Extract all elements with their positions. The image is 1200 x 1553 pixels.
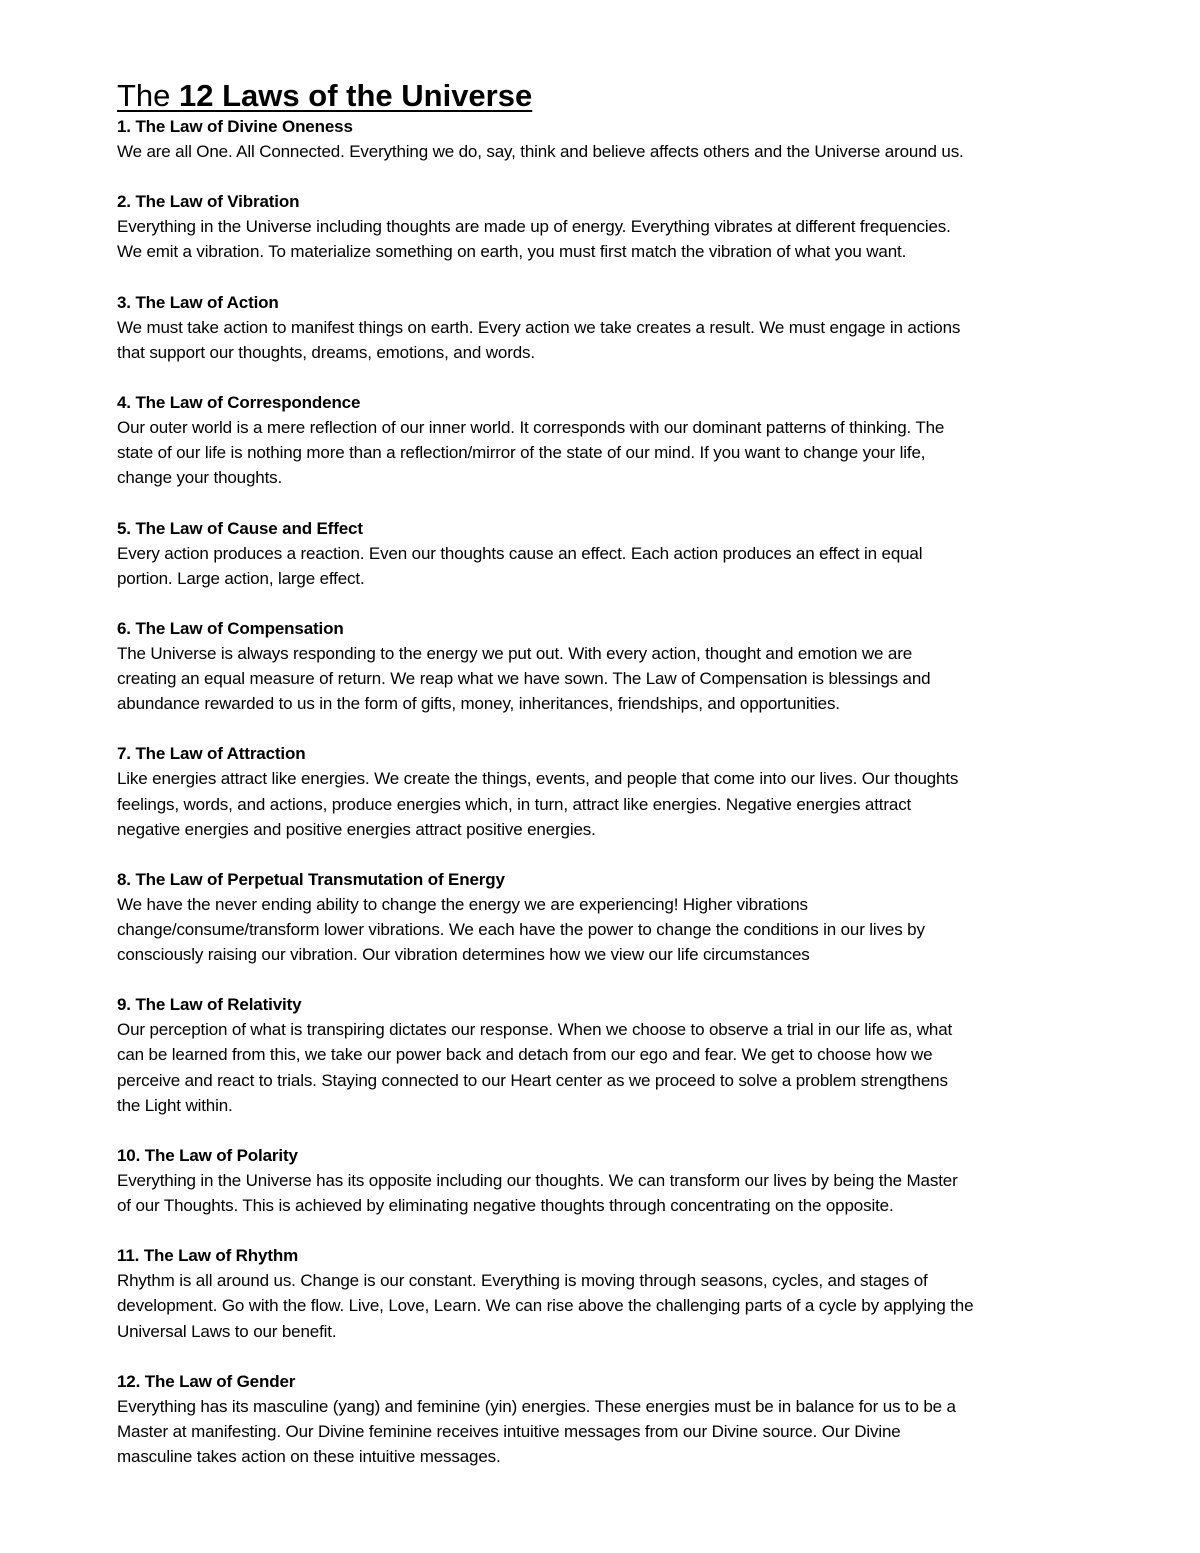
law-heading: 3. The Law of Action <box>117 292 279 312</box>
law-section <box>117 1369 973 1469</box>
law-section <box>117 390 973 490</box>
law-text-line: that support our thoughts, dreams, emotions, and words. <box>117 342 535 362</box>
law-text-line: development. Go with the flow. Live, Love, Learn. We can rise above the challenging parts of a cycle by applying the <box>117 1296 974 1316</box>
law-text-line: perceive and react to trials. Staying connected to our Heart center as we proceed to solve a problem strengthens <box>117 1070 948 1090</box>
law-heading: 11. The Law of Rhythm <box>117 1246 299 1266</box>
law-text-line: portion. Large action, large effect. <box>117 568 365 588</box>
law-text-line: The Universe is always responding to the energy we put out. With every action, thought and emotion we are <box>117 643 913 663</box>
laws-list <box>117 114 973 1469</box>
law-text-line: Our outer world is a mere reflection of our inner world. It corresponds with our dominant patterns of thinking. The <box>117 418 945 438</box>
law-text-line: Everything in the Universe has its opposite including our thoughts. We can transform our lives by being the Master <box>117 1170 958 1190</box>
law-text-line: Master at manifesting. Our Divine feminine receives intuitive messages from our Divine source. Our Divine <box>117 1421 901 1441</box>
law-text-line: We emit a vibration. To materialize something on earth, you must first match the vibration of what you want. <box>117 242 907 262</box>
document-page <box>117 78 973 1494</box>
law-text-line: Everything in the Universe including thoughts are made up of energy. Everything vibrates at different frequencies. <box>117 217 951 237</box>
law-text-line: the Light within. <box>117 1095 233 1115</box>
law-heading: 9. The Law of Relativity <box>117 995 302 1015</box>
law-section <box>117 616 973 716</box>
law-section <box>117 516 973 591</box>
law-text-line: We have the never ending ability to change the energy we are experiencing! Higher vibrations <box>117 894 808 914</box>
law-section <box>117 189 973 264</box>
law-text-line: can be learned from this, we take our power back and detach from our ego and fear. We get to choose how we <box>117 1045 933 1065</box>
law-heading: 2. The Law of Vibration <box>117 192 300 212</box>
law-heading: 1. The Law of Divine Oneness <box>117 117 353 136</box>
law-heading: 12. The Law of Gender <box>117 1371 296 1391</box>
law-text-line: Every action produces a reaction. Even our thoughts cause an effect. Each action produces an effect in equal <box>117 543 923 563</box>
law-text-line: We are all One. All Connected. Everything we do, say, think and believe affects others and the Universe around us. <box>117 142 964 162</box>
law-heading: 4. The Law of Correspondence <box>117 393 361 413</box>
law-heading: 6. The Law of Compensation <box>117 618 344 638</box>
law-heading: 8. The Law of Perpetual Transmutation of Energy <box>117 869 505 889</box>
law-section <box>117 1143 973 1218</box>
law-heading: 5. The Law of Cause and Effect <box>117 518 363 538</box>
law-text-line: Rhythm is all around us. Change is our constant. Everything is moving through seasons, cycles, and stages of <box>117 1271 928 1291</box>
law-text-line: abundance rewarded to us in the form of gifts, money, inheritances, friendships, and opportunities. <box>117 694 840 714</box>
law-text-line: Our perception of what is transpiring dictates our response. When we choose to observe a trial in our life as, what <box>117 1020 953 1040</box>
law-text-line: state of our life is nothing more than a reflection/mirror of the state of our mind. If you want to change your life, <box>117 443 926 463</box>
law-text-line: Everything has its masculine (yang) and feminine (yin) energies. These energies must be in balance for us to be a <box>117 1396 956 1416</box>
law-section <box>117 741 973 841</box>
title-bold: 12 Laws of the Universe <box>179 78 533 113</box>
law-text-line: creating an equal measure of return. We reap what we have sown. The Law of Compensation is blessings and <box>117 669 931 689</box>
law-section <box>117 114 973 164</box>
law-section <box>117 1243 973 1343</box>
law-section <box>117 867 973 967</box>
title-prefix: The <box>117 78 180 113</box>
law-text-line: Universal Laws to our benefit. <box>117 1321 337 1341</box>
law-heading: 7. The Law of Attraction <box>117 744 306 764</box>
law-text-line: of our Thoughts. This is achieved by eliminating negative thoughts through concentrating on the opposite. <box>117 1196 894 1216</box>
law-heading: 10. The Law of Polarity <box>117 1145 298 1165</box>
law-text-line: negative energies and positive energies attract positive energies. <box>117 819 596 839</box>
law-text-line: consciously raising our vibration. Our vibration determines how we view our life circumstances <box>117 945 810 965</box>
law-text-line: feelings, words, and actions, produce energies which, in turn, attract like energies. Negative energies attract <box>117 794 912 814</box>
law-section <box>117 992 973 1117</box>
law-text-line: change your thoughts. <box>117 468 283 488</box>
law-section <box>117 290 973 365</box>
law-text-line: Like energies attract like energies. We create the things, events, and people that come into our lives. Our thoughts <box>117 769 959 789</box>
law-text-line: masculine takes action on these intuitive messages. <box>117 1446 501 1466</box>
law-text-line: change/consume/transform lower vibrations. We each have the power to change the conditions in our lives by <box>117 920 925 939</box>
document-title <box>117 78 973 114</box>
law-text-line: We must take action to manifest things on earth. Every action we take creates a result. We must engage in actions <box>117 317 961 337</box>
